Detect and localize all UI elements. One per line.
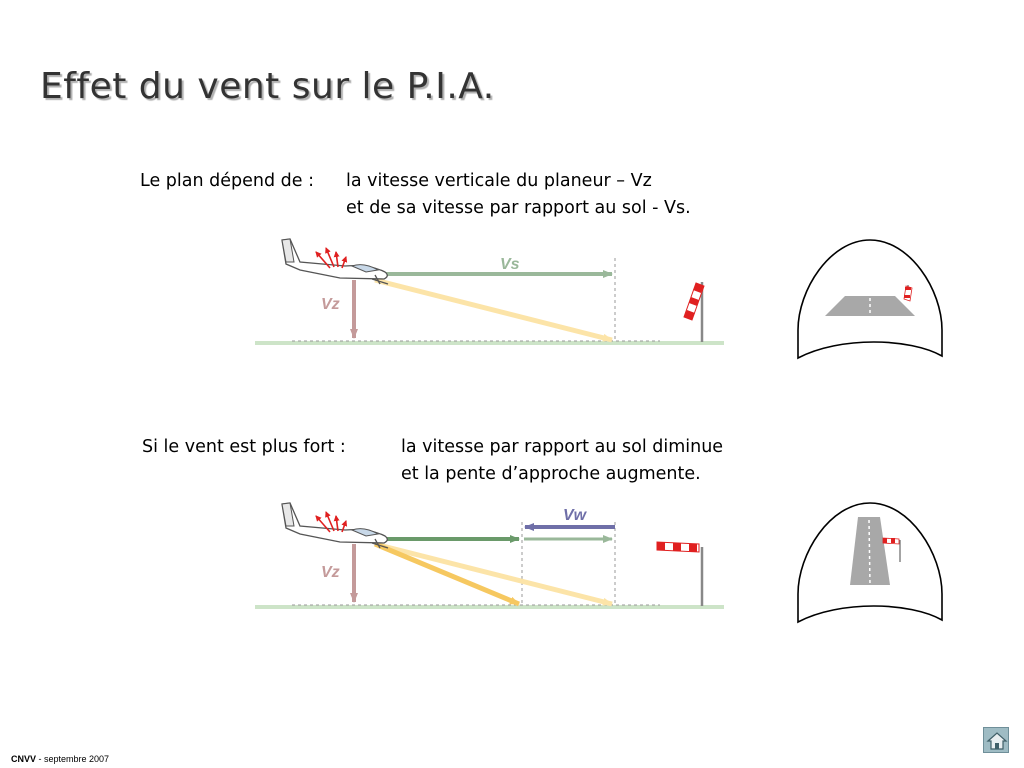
glider-icon-2 xyxy=(282,503,388,548)
diagram-2 xyxy=(255,503,724,609)
home-button[interactable] xyxy=(983,727,1009,753)
windsock-icon-2 xyxy=(657,542,702,606)
section2-line2: et la pente d’approche augmente. xyxy=(401,464,701,484)
vw-label: Vw xyxy=(563,507,587,524)
ground-line xyxy=(255,341,724,345)
approach-path xyxy=(375,280,612,340)
section2-line1: la vitesse par rapport au sol diminue xyxy=(401,437,724,457)
footer-org: CNVV xyxy=(11,754,37,764)
footer-credit xyxy=(11,754,109,764)
diagram-1 xyxy=(255,239,724,345)
section1-prefix: Le plan dépend de : xyxy=(140,171,314,191)
vs-label: Vs xyxy=(500,256,520,273)
section1-line1: la vitesse verticale du planeur – Vz xyxy=(346,171,652,191)
home-icon xyxy=(984,728,1010,754)
pilot-view-2 xyxy=(798,503,942,622)
section1-line2: et de sa vitesse par rapport au sol - Vs. xyxy=(346,198,691,218)
vz-label-1: Vz xyxy=(321,296,340,313)
section2-prefix: Si le vent est plus fort : xyxy=(142,437,346,457)
ground-line-2 xyxy=(255,605,724,609)
glider-icon xyxy=(282,239,388,284)
vz-label-2: Vz xyxy=(321,564,340,581)
page-title: Effet du vent sur le P.I.A. xyxy=(40,66,495,107)
pilot-view-1 xyxy=(798,240,942,358)
footer-date: - septembre 2007 xyxy=(36,754,110,764)
windsock-icon xyxy=(684,282,704,342)
